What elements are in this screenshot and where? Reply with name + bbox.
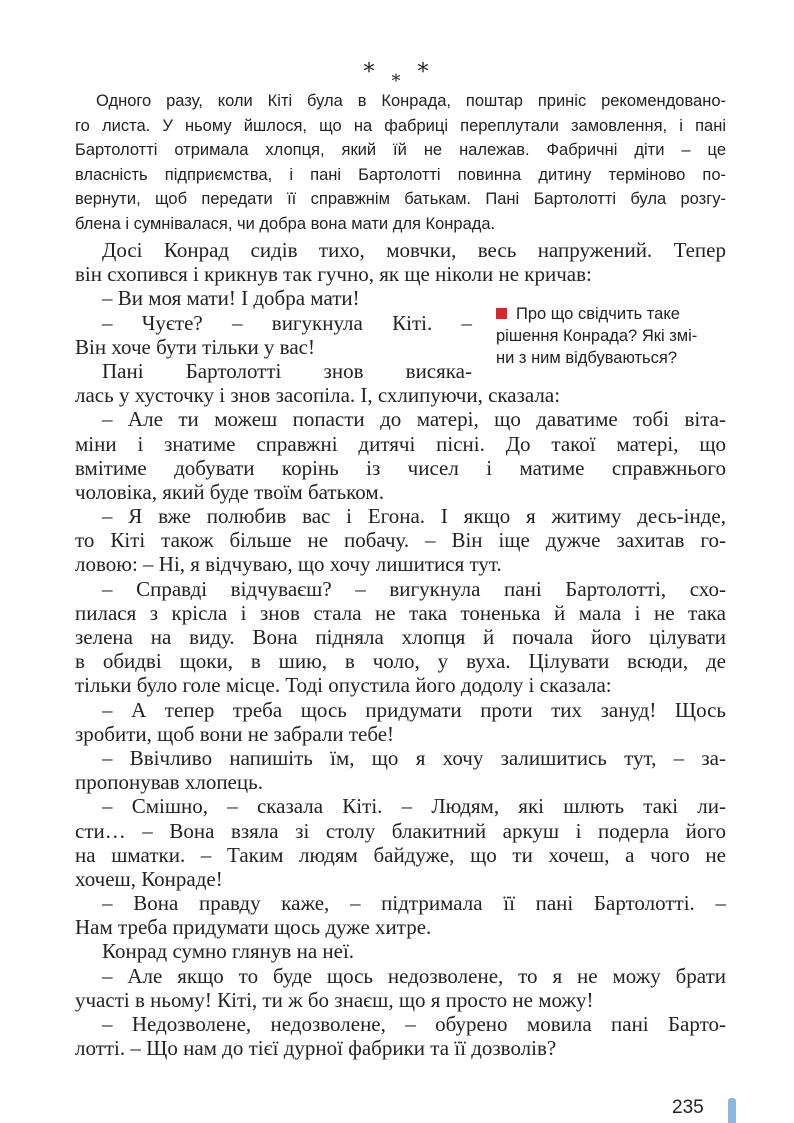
text-line: – Справді відчуваєш? – вигукнула пані Бартолотті, схо- [102,576,726,601]
text-line: пропонував хлопець. [75,770,263,795]
question-line: рішення Конрада? Які змі- [496,327,698,345]
question-line: ни з ним відбуваються? [496,349,678,367]
text-line: в обидві щоки, в шию, в чоло, у вуха. Цілувати всюди, де [75,649,726,674]
summary-line: Бартолотті отримала хлопця, який їй не належав. Фабричні діти – це [75,141,726,160]
text-line: Досі Конрад сидів тихо, мовчки, весь напружений. Тепер [102,238,726,262]
text-line: хочеш, Конраде! [75,866,223,891]
star-left: * [363,60,377,85]
text-line: – Вона правду каже, – підтримала її пані Бартолотті. – [102,891,726,916]
text-line: – Ввічливо напишіть їм, що я хочу залишитись тут, – за- [102,745,726,770]
text-line: тільки було голе місце. Тоді опустила його додолу і сказала: [75,673,612,698]
text-line: – Але якщо то буде щось недозволене, то я не можу брати [102,963,726,988]
text-line: пилася з крісла і знов стала не така тоненька й мала і не така [75,600,726,625]
text-line: лотті. – Що нам до тієї дурної фабрики та її дозволів? [75,1036,557,1061]
text-line: – Ви моя мати! І добра мати! [102,286,360,311]
star-right: * [417,60,431,85]
question-text: Про що свідчить таке [516,305,680,323]
text-line: участі в ньому! Кіті, ти ж бо знаєш, що я просто не можу! [75,987,594,1012]
page-number: 235 [672,1097,704,1118]
text-line: – А тепер треба щось придумати проти тих зануд! Щось [102,697,726,722]
text-line: зелена на виду. Вона підняла хлопця й почала його цілувати [75,625,726,649]
chapter-summary [75,89,726,237]
summary-line: блена і сумнівалася, чи добра вона мати для Конрада. [75,214,496,233]
text-line: – Смішно, – сказала Кіті. – Людям, які шлють такі ли- [102,794,726,819]
text-line: Конрад сумно глянув на неї. [102,939,355,964]
summary-line: го листа. У ньому йшлося, що на фабриці переплутали замовлення, і пані [75,116,726,135]
text-line: на шматки. – Таким людям байдуже, що ти хочеш, а чого не [75,842,726,867]
page-edge-tab [728,1098,736,1123]
star-middle: * [391,71,403,92]
text-line: лась у хусточку і знов засопіла. І, схлипуючи, сказала: [75,383,561,408]
text-line: – Я вже полюбив вас і Егона. І якщо я житиму десь-інде, [102,504,726,529]
summary-line: Одного разу, коли Кіті була в Конрада, поштар приніс рекомендовано- [96,92,726,110]
text-line: він схопився і крикнув так гучно, як ще ніколи не кричав: [75,262,592,287]
text-line: міни і знатиме справжні дитячі пісні. До такої матері, що [75,431,726,456]
text-line: – Але ти можеш попасти до матері, що даватиме тобі віта- [102,407,726,432]
text-line: Нам треба придумати щось дуже хитре. [75,915,432,940]
story-text [75,238,726,1060]
text-line: то Кіті також більше не побачу. – Він іще дужче захитав го- [75,528,726,553]
text-line: сти… – Вона взяла зі столу блакитний аркуш і подерла його [75,818,726,843]
summary-line: власність підприємства, і пані Бартолотті повинна дитину терміново по- [75,165,726,184]
section-break-stars [0,60,794,92]
text-line: Пані Бартолотті знов висяка- [102,358,472,383]
text-line: ловою: – Ні, я відчуваю, що хочу лишитися тут. [75,552,502,577]
text-line: – Чуєте? – вигукнула Кіті. – [102,310,472,335]
summary-line: вернути, щоб передати її справжнім батькам. Пані Бартолотті була розгу- [75,190,726,209]
text-line: – Недозволене, недозволене, – обурено мовила пані Барто- [102,1012,726,1036]
text-line: Він хоче бути тільки у вас! [75,334,315,359]
text-line: вмітиме добувати корінь із чисел і матиме справжнього [75,455,726,480]
text-line: зробити, щоб вони не забрали тебе! [75,721,395,746]
text-line: чоловіка, який буде твоїм батьком. [75,479,384,504]
